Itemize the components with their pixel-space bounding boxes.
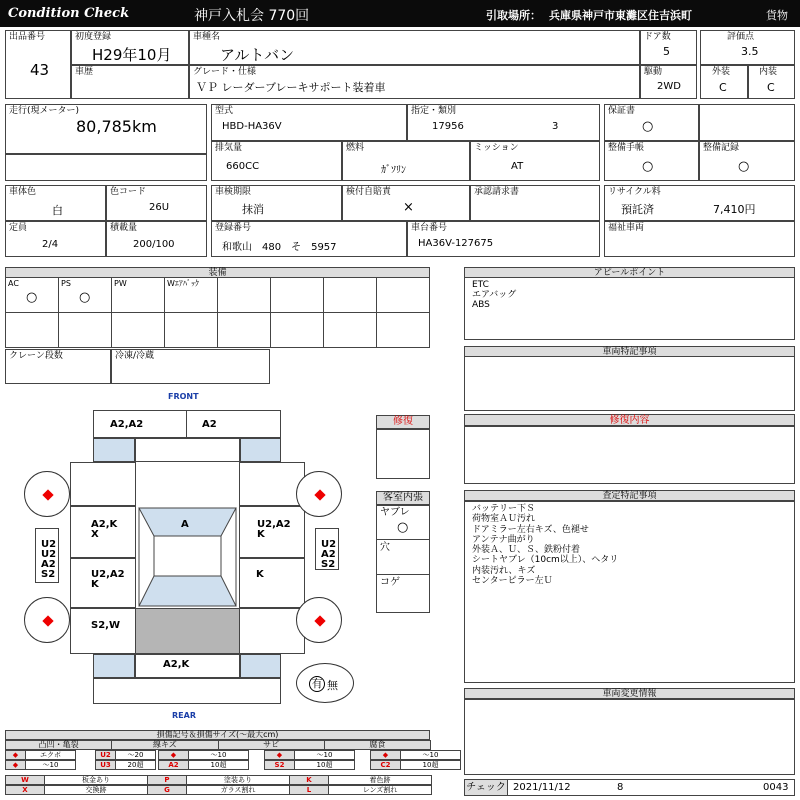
body-color-label: 車体色 [9, 187, 37, 197]
legend-key: S2 [264, 760, 295, 770]
equipment-cell [270, 277, 324, 313]
special-box [464, 356, 795, 411]
crane-label: クレーン段数 [9, 351, 63, 361]
load-box [106, 221, 207, 257]
change-info-header: 車両変更情報 [464, 688, 795, 699]
legend-desc: ～10 [294, 750, 355, 760]
legend-group: 凸凹・亀裂 [5, 740, 112, 750]
equipment-value: ○ [79, 290, 91, 305]
fuel: ｶﾞｿﾘﾝ [381, 165, 406, 176]
change-info-box [464, 699, 795, 775]
displacement-label: 排気量 [215, 143, 243, 153]
legend-desc: ～10 [25, 760, 76, 770]
legend-key: U2 [95, 750, 116, 760]
interior-header: 客室内張 [376, 491, 430, 505]
equipment-cell [376, 277, 430, 313]
mission: AT [511, 161, 524, 172]
equipment-cell [376, 312, 430, 348]
crane-box [5, 349, 111, 384]
assessment-line: シートヤブレ（10cm以上）、ヘタリ [472, 555, 619, 566]
first-reg-box [71, 30, 189, 65]
left-front-fender [70, 462, 136, 506]
name-box [189, 30, 640, 65]
grade-box [189, 65, 640, 99]
legend-desc: ～10 [188, 750, 249, 760]
hood [135, 438, 240, 462]
front-right-wheel [296, 471, 342, 517]
maintenance: ○ [642, 159, 654, 174]
front-bumper-right [186, 410, 281, 438]
legend-desc: ～20 [115, 750, 156, 760]
freezer-box [111, 349, 270, 384]
equipment-cell [5, 277, 59, 313]
rear-left-wheel [24, 597, 70, 643]
legend-code-desc: 板金あり [44, 775, 148, 785]
lot-label: 出品番号 [9, 32, 46, 42]
category: 貨物 [766, 9, 788, 22]
mileage-box [5, 104, 207, 154]
equipment-header: 装備 [5, 267, 430, 278]
equipment-cell [58, 312, 112, 348]
record-box [699, 141, 795, 181]
model: HBD-HA36V [222, 121, 282, 132]
record: ○ [738, 159, 750, 174]
first-reg: H29年10月 [92, 46, 172, 64]
cargo-floor [135, 608, 240, 654]
legend-desc: 10超 [188, 760, 249, 770]
tear-label: ヤブレ [380, 507, 410, 518]
legend-key: C2 [370, 760, 401, 770]
fuel-label: 燃料 [346, 143, 365, 153]
equipment-cell [217, 277, 271, 313]
hole-label: 穴 [380, 542, 390, 553]
doors: 5 [663, 45, 670, 58]
pickup-label: 引取場所： [486, 9, 541, 22]
wheel-marker-icon [314, 615, 325, 626]
equipment-cell [164, 277, 218, 313]
repair-box [376, 429, 430, 479]
displacement-box [211, 141, 342, 181]
legend-key: ◆ [5, 750, 26, 760]
damage-front-left: A2,A2 [110, 419, 144, 430]
equipment-cell [164, 312, 218, 348]
legend-code-desc: レンズ割れ [328, 785, 432, 795]
exterior-box [700, 65, 748, 99]
equipment-cell [323, 277, 377, 313]
mission-label: ミッション [474, 143, 519, 153]
no-label: 無 [327, 679, 338, 692]
interior-box [748, 65, 795, 99]
damage-left-side: U2 U2 A2 S2 [41, 539, 57, 580]
grade: ＶＰ レーダーブレーキサポート装着車 [196, 81, 386, 94]
score-label: 評価点 [727, 32, 755, 42]
legend-code-key: K [289, 775, 329, 785]
assessment-line: 荷物室ＡＵ汚れ [472, 514, 536, 525]
maintenance-box [604, 141, 699, 181]
special-header: 車両特記事項 [464, 346, 795, 357]
legend-group: サビ [218, 740, 325, 750]
front-left-wheel [24, 471, 70, 517]
vehicle-name: アルトバン [220, 46, 295, 64]
chassis: HA36V-127675 [418, 238, 494, 249]
burn-label: コゲ [380, 577, 400, 588]
legend-code-desc: 着色跡 [328, 775, 432, 785]
inspection-label: 車検期限 [215, 187, 252, 197]
appeal-line: ETC [472, 280, 489, 290]
warranty: ○ [642, 119, 654, 134]
model-label: 型式 [215, 106, 234, 116]
interior-label: 内装 [759, 67, 778, 77]
front-left-corner [93, 438, 135, 462]
legend-key: ◆ [264, 750, 295, 760]
designation-box [407, 104, 600, 141]
legend-title: 損傷記号＆損傷サイズ(～最大cm) [5, 730, 430, 740]
appeal-line: ABS [472, 300, 490, 310]
check-row [464, 779, 795, 796]
brand-title: Condition Check [8, 6, 130, 21]
legend-key: U3 [95, 760, 116, 770]
right-front-fender [239, 462, 305, 506]
rear-panel [93, 678, 281, 704]
equipment-cell [323, 312, 377, 348]
roof [154, 536, 221, 576]
designation: 17956 [432, 121, 464, 132]
chassis-label: 車台番号 [411, 223, 448, 233]
right-rear-quarter [239, 608, 305, 654]
equipment-cell [217, 312, 271, 348]
assessment-line: ドアミラー左右キズ、色褪せ [472, 524, 589, 535]
equipment-label: PW [114, 279, 127, 288]
legend-group: 腐食 [324, 740, 431, 750]
legend-code-key: W [5, 775, 45, 785]
assessment-line: センターピラー左Ｕ [472, 576, 553, 587]
grade-label: グレード・仕様 [193, 67, 257, 77]
reg-no: 和歌山 480 そ 5957 [222, 242, 337, 253]
rear-left-corner [93, 654, 135, 678]
legend-code-key: G [147, 785, 187, 795]
equipment-label: PS [61, 279, 71, 288]
freezer-label: 冷凍/冷蔵 [115, 351, 155, 361]
yes-label: 有 [309, 676, 325, 692]
damage-left-rear: S2,W [91, 620, 120, 631]
check-num: 8 [617, 782, 624, 793]
reg-no-label: 登録番号 [215, 223, 252, 233]
assessment-line: バッテリー下Ｓ [472, 504, 536, 514]
maintenance-label: 整備手帳 [608, 143, 645, 153]
body-color: 白 [52, 204, 63, 217]
color-code-box [106, 185, 207, 221]
interior-box [376, 505, 430, 613]
chassis-box [407, 221, 600, 257]
assessment-box [464, 501, 795, 683]
appeal-header: アピールポイント [464, 267, 795, 278]
exterior-label: 外装 [712, 67, 731, 77]
tear-value: ○ [397, 520, 409, 535]
welfare-label: 福祉車両 [608, 223, 645, 233]
class: 3 [552, 121, 559, 132]
legend-code-desc: 交換跡 [44, 785, 148, 795]
exterior: C [719, 81, 727, 94]
mileage: 80,785km [76, 117, 157, 136]
drive-box [640, 65, 697, 99]
warranty-box [604, 104, 699, 141]
capacity: 2/4 [42, 239, 59, 250]
recycle-status: 預託済 [621, 203, 654, 216]
body-color-box [5, 185, 106, 221]
history-label: 車歴 [75, 67, 94, 77]
damage-front-right: A2 [202, 419, 217, 430]
load: 200/100 [133, 239, 175, 250]
left-rear-quarter [70, 608, 136, 654]
rear-right-corner [240, 654, 281, 678]
damage-left-front-door: A2,K X [91, 519, 118, 540]
rear-label: REAR [172, 711, 196, 720]
lot-number: 43 [30, 61, 50, 79]
equipment-label: AC [8, 279, 19, 288]
welfare-box [604, 221, 795, 257]
inspection-box [211, 185, 342, 221]
legend-group: 線キズ [111, 740, 218, 750]
damage-windshield: A [181, 519, 189, 530]
legend-code-key: L [289, 785, 329, 795]
wheel-marker-icon [42, 615, 53, 626]
appeal-box [464, 277, 795, 340]
appeal-line: エアバッグ [472, 290, 517, 300]
legend-desc: 10超 [294, 760, 355, 770]
fuel-box [342, 141, 470, 181]
repair-content-header: 修復内容 [464, 414, 795, 426]
legend-key: ◆ [370, 750, 401, 760]
legend-code-key: X [5, 785, 45, 795]
mileage-sub-box [5, 154, 207, 181]
designation-label: 指定・類別 [411, 106, 457, 116]
first-reg-label: 初度登録 [75, 32, 112, 42]
color-code-label: 色コード [110, 187, 147, 197]
model-box [211, 104, 407, 141]
record-label: 整備記録 [703, 143, 740, 153]
assessment-lines [472, 504, 618, 586]
equipment-cell [111, 277, 165, 313]
yes-no-circle [296, 663, 354, 703]
displacement: 660CC [226, 161, 260, 172]
capacity-label: 定員 [9, 223, 28, 233]
legend-code-desc: 塗装あり [186, 775, 290, 785]
repair-content-box [464, 426, 795, 484]
legend-code-desc: ガラス割れ [186, 785, 290, 795]
check-label: チェック [465, 780, 508, 795]
equipment-cell [111, 312, 165, 348]
doors-label: ドア数 [644, 32, 671, 42]
doors-box [640, 30, 697, 65]
wheel-marker-icon [42, 489, 53, 500]
legend-code-key: P [147, 775, 187, 785]
mission-box [470, 141, 600, 181]
inspection: 抹消 [242, 203, 264, 216]
rear-right-wheel [296, 597, 342, 643]
load-label: 積載量 [110, 223, 138, 233]
interior: C [767, 81, 775, 94]
approval-box [470, 185, 600, 221]
equipment-label: Wｴｱﾊﾞｯｸ [167, 279, 199, 288]
recycle-fee: 7,410円 [713, 203, 756, 216]
drive-label: 駆動 [644, 67, 663, 77]
damage-rear-bumper: A2,K [163, 659, 190, 670]
front-right-corner [240, 438, 281, 462]
check-code: 0043 [763, 782, 789, 793]
insurance: × [403, 200, 414, 215]
wheel-marker-icon [314, 489, 325, 500]
reg-no-box [211, 221, 407, 257]
legend-key: ◆ [5, 760, 26, 770]
score-box [700, 30, 795, 65]
repair-header: 修復 [376, 415, 430, 429]
auction-title: 神戸入札会 770回 [194, 8, 310, 24]
recycle-box [604, 185, 795, 221]
name-label: 車種名 [193, 32, 221, 42]
assessment-line: 外装Ａ、Ｕ、Ｓ、鉄粉付着 [472, 545, 581, 556]
equipment-cell [58, 277, 112, 313]
header-bar [0, 0, 800, 27]
damage-right-side: U2 A2 S2 [321, 539, 337, 570]
legend-desc: 10超 [400, 760, 461, 770]
legend-key: A2 [158, 760, 189, 770]
warranty-extra-box [699, 104, 795, 141]
legend-desc: 20超 [115, 760, 156, 770]
front-label: FRONT [168, 392, 199, 401]
damage-right-rear-door: K [256, 569, 264, 580]
equipment-value: ○ [26, 290, 38, 305]
assessment-line: アンテナ曲がり [472, 534, 535, 545]
history-box [71, 65, 189, 99]
color-code: 26U [149, 202, 170, 213]
right-rear-door [239, 558, 305, 608]
drive: 2WD [657, 81, 681, 92]
recycle-label: リサイクル料 [608, 187, 661, 197]
equipment-cell [270, 312, 324, 348]
legend-desc: エクボ [25, 750, 76, 760]
approval-label: 承認請求書 [474, 187, 520, 197]
damage-left-rear-door: U2,A2 K [91, 569, 125, 590]
legend-key: ◆ [158, 750, 189, 760]
damage-right-front-door: U2,A2 K [257, 519, 291, 540]
insurance-box [342, 185, 470, 221]
check-date: 2021/11/12 [513, 782, 571, 793]
assessment-line: 内装汚れ、キズ [472, 565, 536, 576]
legend-desc: ～10 [400, 750, 461, 760]
pickup-location: 兵庫県神戸市東灘区住吉浜町 [549, 9, 692, 22]
rear-glass [139, 576, 236, 606]
capacity-box [5, 221, 106, 257]
assessment-header: 査定特記事項 [464, 490, 795, 501]
mileage-label: 走行(現メーター) [9, 106, 80, 116]
score: 3.5 [741, 45, 759, 58]
equipment-cell [5, 312, 59, 348]
warranty-label: 保証書 [608, 106, 636, 116]
lot-box [5, 30, 71, 99]
insurance-label: 検付自賠責 [346, 187, 392, 197]
